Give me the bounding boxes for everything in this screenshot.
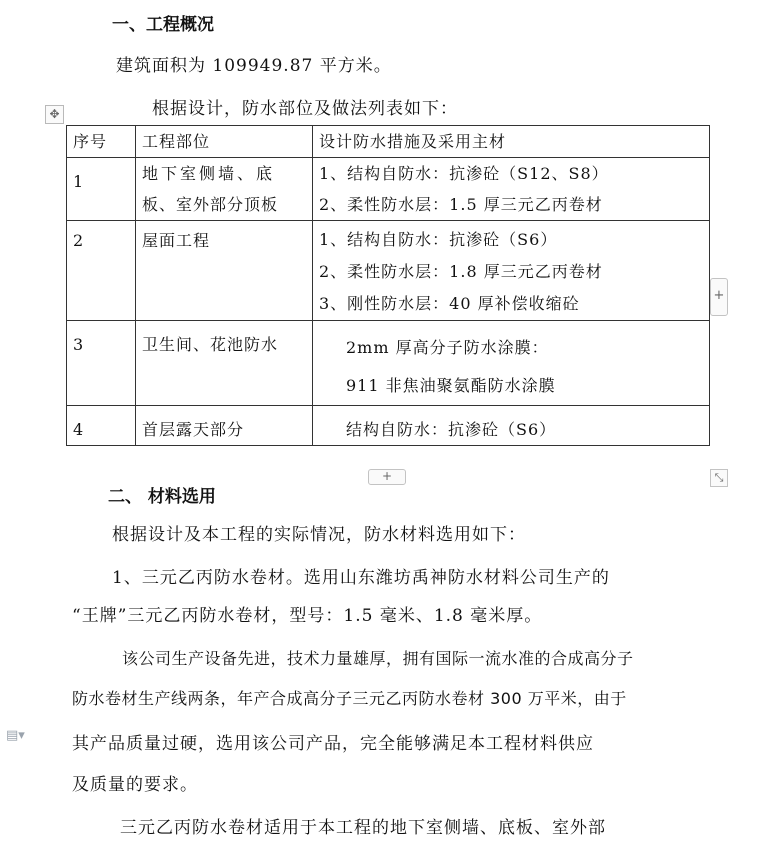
cell-part <box>136 221 313 321</box>
cell-measure-line: 结构自防水：抗渗砼（S6） <box>346 420 557 439</box>
cell-no: 3 <box>67 321 136 406</box>
table-move-handle-icon[interactable]: ✥ <box>45 105 64 124</box>
cell-part-line: 屋面工程 <box>142 231 211 250</box>
cell-part-line: 卫生间、花池防水 <box>142 335 279 354</box>
add-column-plus-icon[interactable]: + <box>710 278 728 316</box>
table-row <box>67 221 710 321</box>
cell-part <box>136 321 313 406</box>
margin-document-icon[interactable]: ▤▾ <box>6 728 25 743</box>
cell-measure-line: 3、刚性防水层：40 厚补偿收缩砼 <box>319 294 580 313</box>
header-measures: 设计防水措施及采用主材 <box>313 126 710 158</box>
add-row-plus-icon[interactable]: + <box>368 469 406 485</box>
table-row <box>67 158 710 221</box>
cell-part-line: 地下室侧墙、底 <box>142 164 276 183</box>
section-2-heading: 二、 材料选用 <box>108 487 216 507</box>
cell-measure-line: 2mm 厚高分子防水涂膜： <box>346 338 549 357</box>
waterproofing-table <box>66 125 710 446</box>
cell-measures <box>313 158 710 221</box>
table-header-row <box>67 126 710 158</box>
cell-part <box>136 406 313 446</box>
cell-part-line: 首层露天部分 <box>142 420 245 439</box>
cell-measure-line: 1、结构自防水：抗渗砼（S12、S8） <box>319 164 609 183</box>
paragraph-line: 防水卷材生产线两条，年产合成高分子三元乙丙防水卷材 300 万平米，由于 <box>72 689 627 708</box>
table-resize-icon[interactable]: ⤡ <box>710 469 728 487</box>
cell-measures <box>313 406 710 446</box>
table-row <box>67 321 710 406</box>
table-intro: 根据设计，防水部位及做法列表如下： <box>152 99 458 119</box>
cell-no: 4 <box>67 406 136 446</box>
cell-measures <box>313 321 710 406</box>
cell-no: 1 <box>67 158 136 221</box>
paragraph-line: 三元乙丙防水卷材适用于本工程的地下室侧墙、底板、室外部 <box>120 818 606 838</box>
cell-no: 2 <box>67 221 136 321</box>
cell-measure-line: 911 非焦油聚氨酯防水涂膜 <box>346 376 556 395</box>
cell-part <box>136 158 313 221</box>
cell-part-line: 板、室外部分顶板 <box>142 195 279 214</box>
section-1-heading: 一、工程概况 <box>112 15 214 35</box>
materials-intro: 根据设计及本工程的实际情况，防水材料选用如下： <box>112 525 526 545</box>
item1-line1: 1、三元乙丙防水卷材。选用山东潍坊禹神防水材料公司生产的 <box>112 568 610 588</box>
cell-measure-line: 2、柔性防水层：1.8 厚三元乙丙卷材 <box>319 262 603 281</box>
header-part: 工程部位 <box>136 126 313 158</box>
area-paragraph: 建筑面积为 109949.87 平方米。 <box>116 56 392 76</box>
cell-measures <box>313 221 710 321</box>
paragraph-line: 该公司生产设备先进，技术力量雄厚，拥有国际一流水准的合成高分子 <box>122 649 634 668</box>
table-row <box>67 406 710 446</box>
cell-measure-line: 1、结构自防水：抗渗砼（S6） <box>319 230 558 249</box>
header-no: 序号 <box>67 126 136 158</box>
paragraph-line: 其产品质量过硬，选用该公司产品，完全能够满足本工程材料供应 <box>72 734 594 754</box>
paragraph-line: 及质量的要求。 <box>72 775 198 795</box>
cell-measure-line: 2、柔性防水层：1.5 厚三元乙丙卷材 <box>319 195 603 214</box>
item1-line2: “王牌”三元乙丙防水卷材，型号：1.5 毫米、1.8 毫米厚。 <box>72 606 543 626</box>
